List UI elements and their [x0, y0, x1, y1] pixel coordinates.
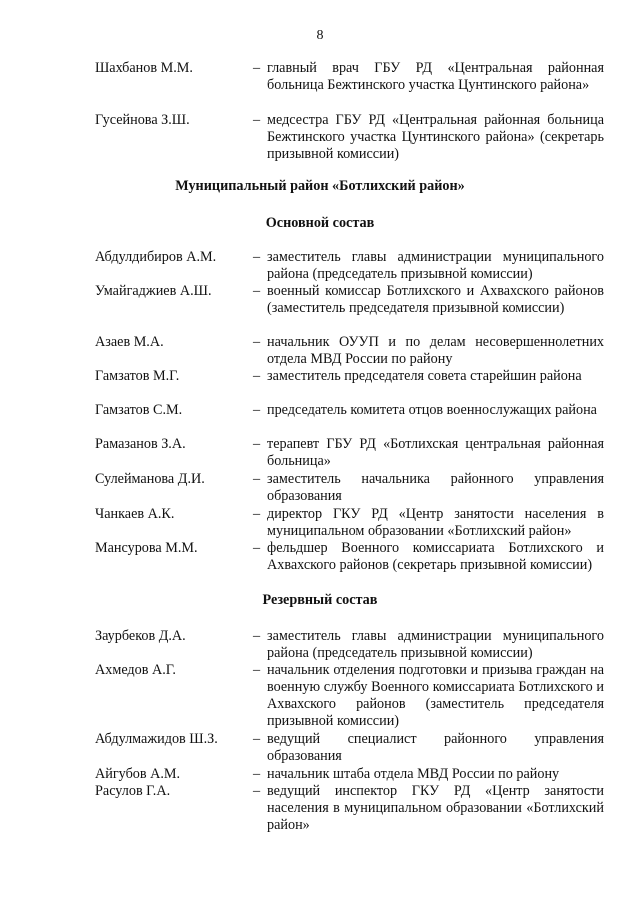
dash: – [253, 766, 261, 782]
page-number: 8 [316, 28, 324, 43]
member-name: Ахмедов А.Г. [95, 662, 176, 678]
member-role: заместитель главы администрации муниципального района (председатель призывной комиссии) [267, 249, 604, 282]
member-role: председатель комитета отцов военнослужащих района [267, 402, 597, 418]
member-name: Айгубов А.М. [95, 766, 181, 782]
dash: – [253, 783, 261, 799]
dash: – [253, 60, 261, 76]
dash: – [253, 471, 261, 487]
dash: – [253, 506, 261, 522]
member-role: директор ГКУ РД «Центр занятости населения в муниципальном образовании «Ботлихский район» [267, 506, 604, 539]
member-role: заместитель главы администрации муниципального района (председатель призывной комиссии) [267, 628, 604, 661]
member-name: Мансурова М.М. [95, 540, 198, 556]
member-name: Абдулдибиров А.М. [95, 249, 217, 265]
member-name: Рамазанов З.А. [95, 436, 186, 452]
member-role: медсестра ГБУ РД «Центральная районная больница Бежтинского участка Цунтинского района» (секретарь призывной комиссии) [267, 112, 604, 162]
member-name: Шахбанов М.М. [95, 60, 193, 76]
dash: – [253, 628, 261, 644]
member-name: Заурбеков Д.А. [95, 628, 186, 644]
dash: – [253, 540, 261, 556]
member-name: Гусейнова З.Ш. [95, 112, 190, 128]
main-composition-title: Основной состав [265, 215, 375, 231]
member-role: начальник штаба отдела МВД России по району [267, 766, 560, 782]
dash: – [253, 112, 261, 128]
dash: – [253, 334, 261, 350]
member-role: терапевт ГБУ РД «Ботлихская центральная районная больница» [267, 436, 604, 469]
member-name: Сулейманова Д.И. [95, 471, 205, 487]
dash: – [253, 402, 261, 418]
dash: – [253, 249, 261, 265]
dash: – [253, 368, 261, 384]
dash: – [253, 662, 261, 678]
member-name: Умайгаджиев А.Ш. [95, 283, 212, 299]
district-title: Муниципальный район «Ботлихский район» [175, 178, 465, 194]
reserve-composition-title: Резервный состав [262, 592, 378, 608]
member-role: ведущий инспектор ГКУ РД «Центр занятости населения в муниципальном образовании «Ботлихский район» [267, 783, 604, 833]
member-name: Абдулмажидов Ш.З. [95, 731, 218, 747]
member-role: главный врач ГБУ РД «Центральная районная больница Бежтинского участка Цунтинского района» [267, 60, 604, 93]
member-name: Чанкаев А.К. [95, 506, 175, 522]
member-role: начальник отделения подготовки и призыва граждан на военную службу Военного комиссариата Ботлихского и Ахвахского районов (заместитель председателя призывной комиссии) [267, 662, 604, 729]
dash: – [253, 731, 261, 747]
member-name: Гамзатов М.Г. [95, 368, 180, 384]
member-role: фельдшер Военного комиссариата Ботлихского и Ахвахского районов (секретарь призывной комиссии) [267, 540, 604, 573]
member-role: заместитель начальника районного управления образования [267, 471, 604, 504]
member-name: Азаев М.А. [95, 334, 164, 350]
dash: – [253, 283, 261, 299]
dash: – [253, 436, 261, 452]
member-role: военный комиссар Ботлихского и Ахвахского районов (заместитель председателя призывной комиссии) [267, 283, 604, 316]
member-role: заместитель председателя совета старейшин района [267, 368, 582, 384]
member-role: начальник ОУУП и по делам несовершеннолетних отдела МВД России по району [267, 334, 604, 367]
member-role: ведущий специалист районного управления образования [267, 731, 604, 764]
member-name: Расулов Г.А. [95, 783, 171, 799]
member-name: Гамзатов С.М. [95, 402, 183, 418]
